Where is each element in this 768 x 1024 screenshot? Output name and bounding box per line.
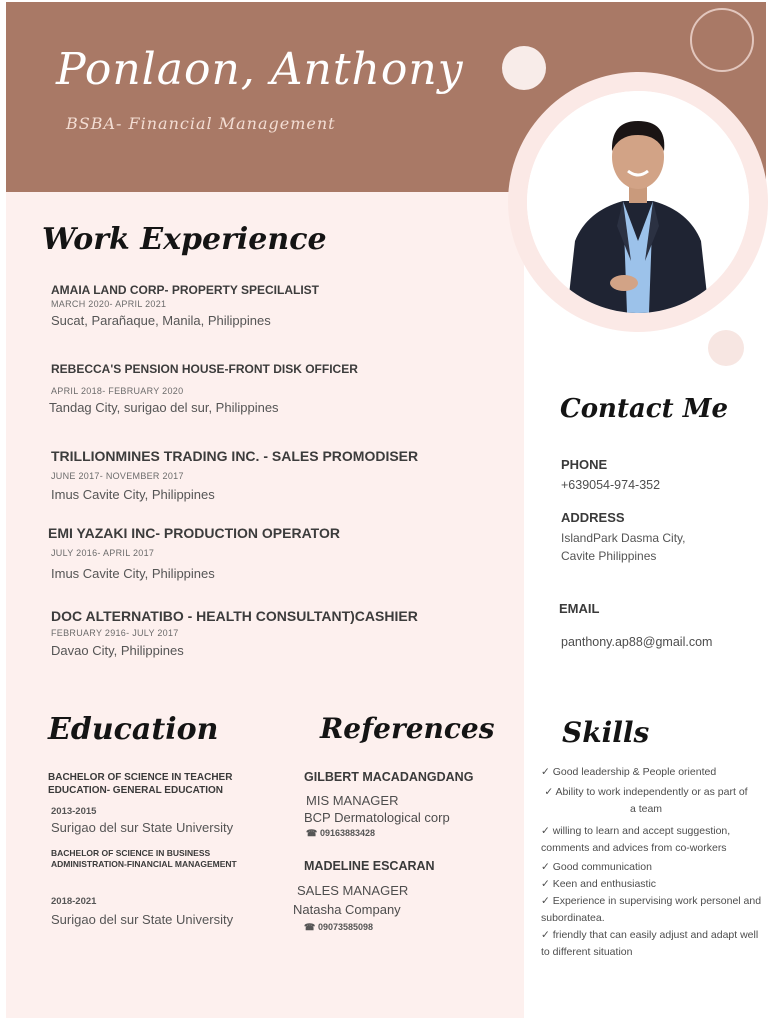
- education-years: 2018-2021: [51, 896, 97, 907]
- education-school: Surigao del sur State University: [51, 820, 234, 835]
- job-date: APRIL 2018- FEBRUARY 2020: [51, 386, 184, 396]
- skill-item: ✓ Ability to work independently or as part of a team: [544, 786, 748, 815]
- email-address: panthony.ap88@gmail.com: [561, 635, 713, 649]
- job-title: AMAIA LAND CORP- PROPERTY SPECILALIST: [51, 283, 320, 297]
- job-title: TRILLIONMINES TRADING INC. - SALES PROMODISER: [51, 448, 419, 464]
- reference-phone: [304, 922, 373, 933]
- job-location: Imus Cavite City, Philippines: [51, 487, 215, 502]
- job-location: Davao City, Philippines: [51, 643, 184, 658]
- email-label: EMAIL: [559, 601, 600, 616]
- job-location: Tandag City, surigao del sur, Philippines: [49, 400, 279, 415]
- job-date: FEBRUARY 2916- JULY 2017: [51, 628, 179, 638]
- job-title: DOC ALTERNATIBO - HEALTH CONSULTANT)CASHIER: [51, 608, 418, 624]
- phone-icon: ☎: [304, 922, 316, 932]
- reference-position: SALES MANAGER: [297, 883, 409, 898]
- address-line: IslandPark Dasma City,: [561, 531, 686, 545]
- reference-company: BCP Dermatological corp: [304, 810, 450, 825]
- skill-item: ✓ Keen and enthusiastic: [541, 878, 657, 890]
- phone-icon: ☎: [306, 828, 318, 838]
- education-degree: BACHELOR OF SCIENCE IN BUSINESS ADMINISTRATION-FINANCIAL MANAGEMENT: [51, 848, 237, 869]
- candidate-name: Ponlaon, Anthony: [56, 44, 464, 95]
- job-date: JUNE 2017- NOVEMBER 2017: [51, 471, 184, 481]
- job-title: EMI YAZAKI INC- PRODUCTION OPERATOR: [48, 525, 340, 541]
- address-line: Cavite Philippines: [561, 549, 657, 563]
- decorative-dot-small: [708, 330, 744, 366]
- decorative-ring: [690, 8, 754, 72]
- skill-item: ✓ Good leadership & People oriented: [541, 766, 717, 778]
- references-heading: References: [320, 712, 495, 745]
- reference-name: MADELINE ESCARAN: [304, 859, 435, 873]
- education-degree: BACHELOR OF SCIENCE IN TEACHER EDUCATION- GENERAL EDUCATION: [48, 772, 233, 796]
- decorative-dot: [502, 46, 546, 90]
- skill-item: ✓ friendly that can easily adjust and adapt well to different situation: [541, 929, 759, 958]
- skill-item: ✓ Experience in supervising work personel and subordinatea.: [541, 895, 762, 924]
- job-date: MARCH 2020- APRIL 2021: [51, 299, 167, 309]
- address-label: ADDRESS: [561, 510, 625, 525]
- education-heading: Education: [48, 712, 219, 747]
- reference-phone: [306, 828, 375, 839]
- candidate-course: BSBA- Financial Management: [66, 114, 336, 133]
- skill-item: ✓ Good communication: [541, 861, 652, 873]
- profile-photo: [527, 91, 749, 313]
- reference-name: GILBERT MACADANGDANG: [304, 770, 474, 784]
- job-title: REBECCA'S PENSION HOUSE-FRONT DISK OFFICER: [51, 362, 358, 376]
- education-school: Surigao del sur State University: [51, 912, 234, 927]
- phone-number: +639054-974-352: [561, 478, 661, 492]
- phone-label: PHONE: [561, 457, 608, 472]
- reference-company: Natasha Company: [293, 902, 401, 917]
- person-illustration: [527, 91, 749, 313]
- contact-heading: Contact Me: [560, 394, 729, 424]
- skill-item: ✓ willing to learn and accept suggestion, comments and advices from co-workers: [541, 825, 731, 854]
- job-location: Imus Cavite City, Philippines: [51, 566, 215, 581]
- skills-heading: Skills: [562, 716, 650, 749]
- work-experience-heading: Work Experience: [42, 222, 327, 257]
- reference-phone-number: 09163883428: [320, 828, 376, 838]
- job-date: JULY 2016- APRIL 2017: [51, 548, 155, 558]
- job-location: Sucat, Parañaque, Manila, Philippines: [51, 313, 271, 328]
- reference-phone-number: 09073585098: [318, 922, 374, 932]
- education-years: 2013-2015: [51, 806, 97, 817]
- reference-position: MIS MANAGER: [306, 793, 399, 808]
